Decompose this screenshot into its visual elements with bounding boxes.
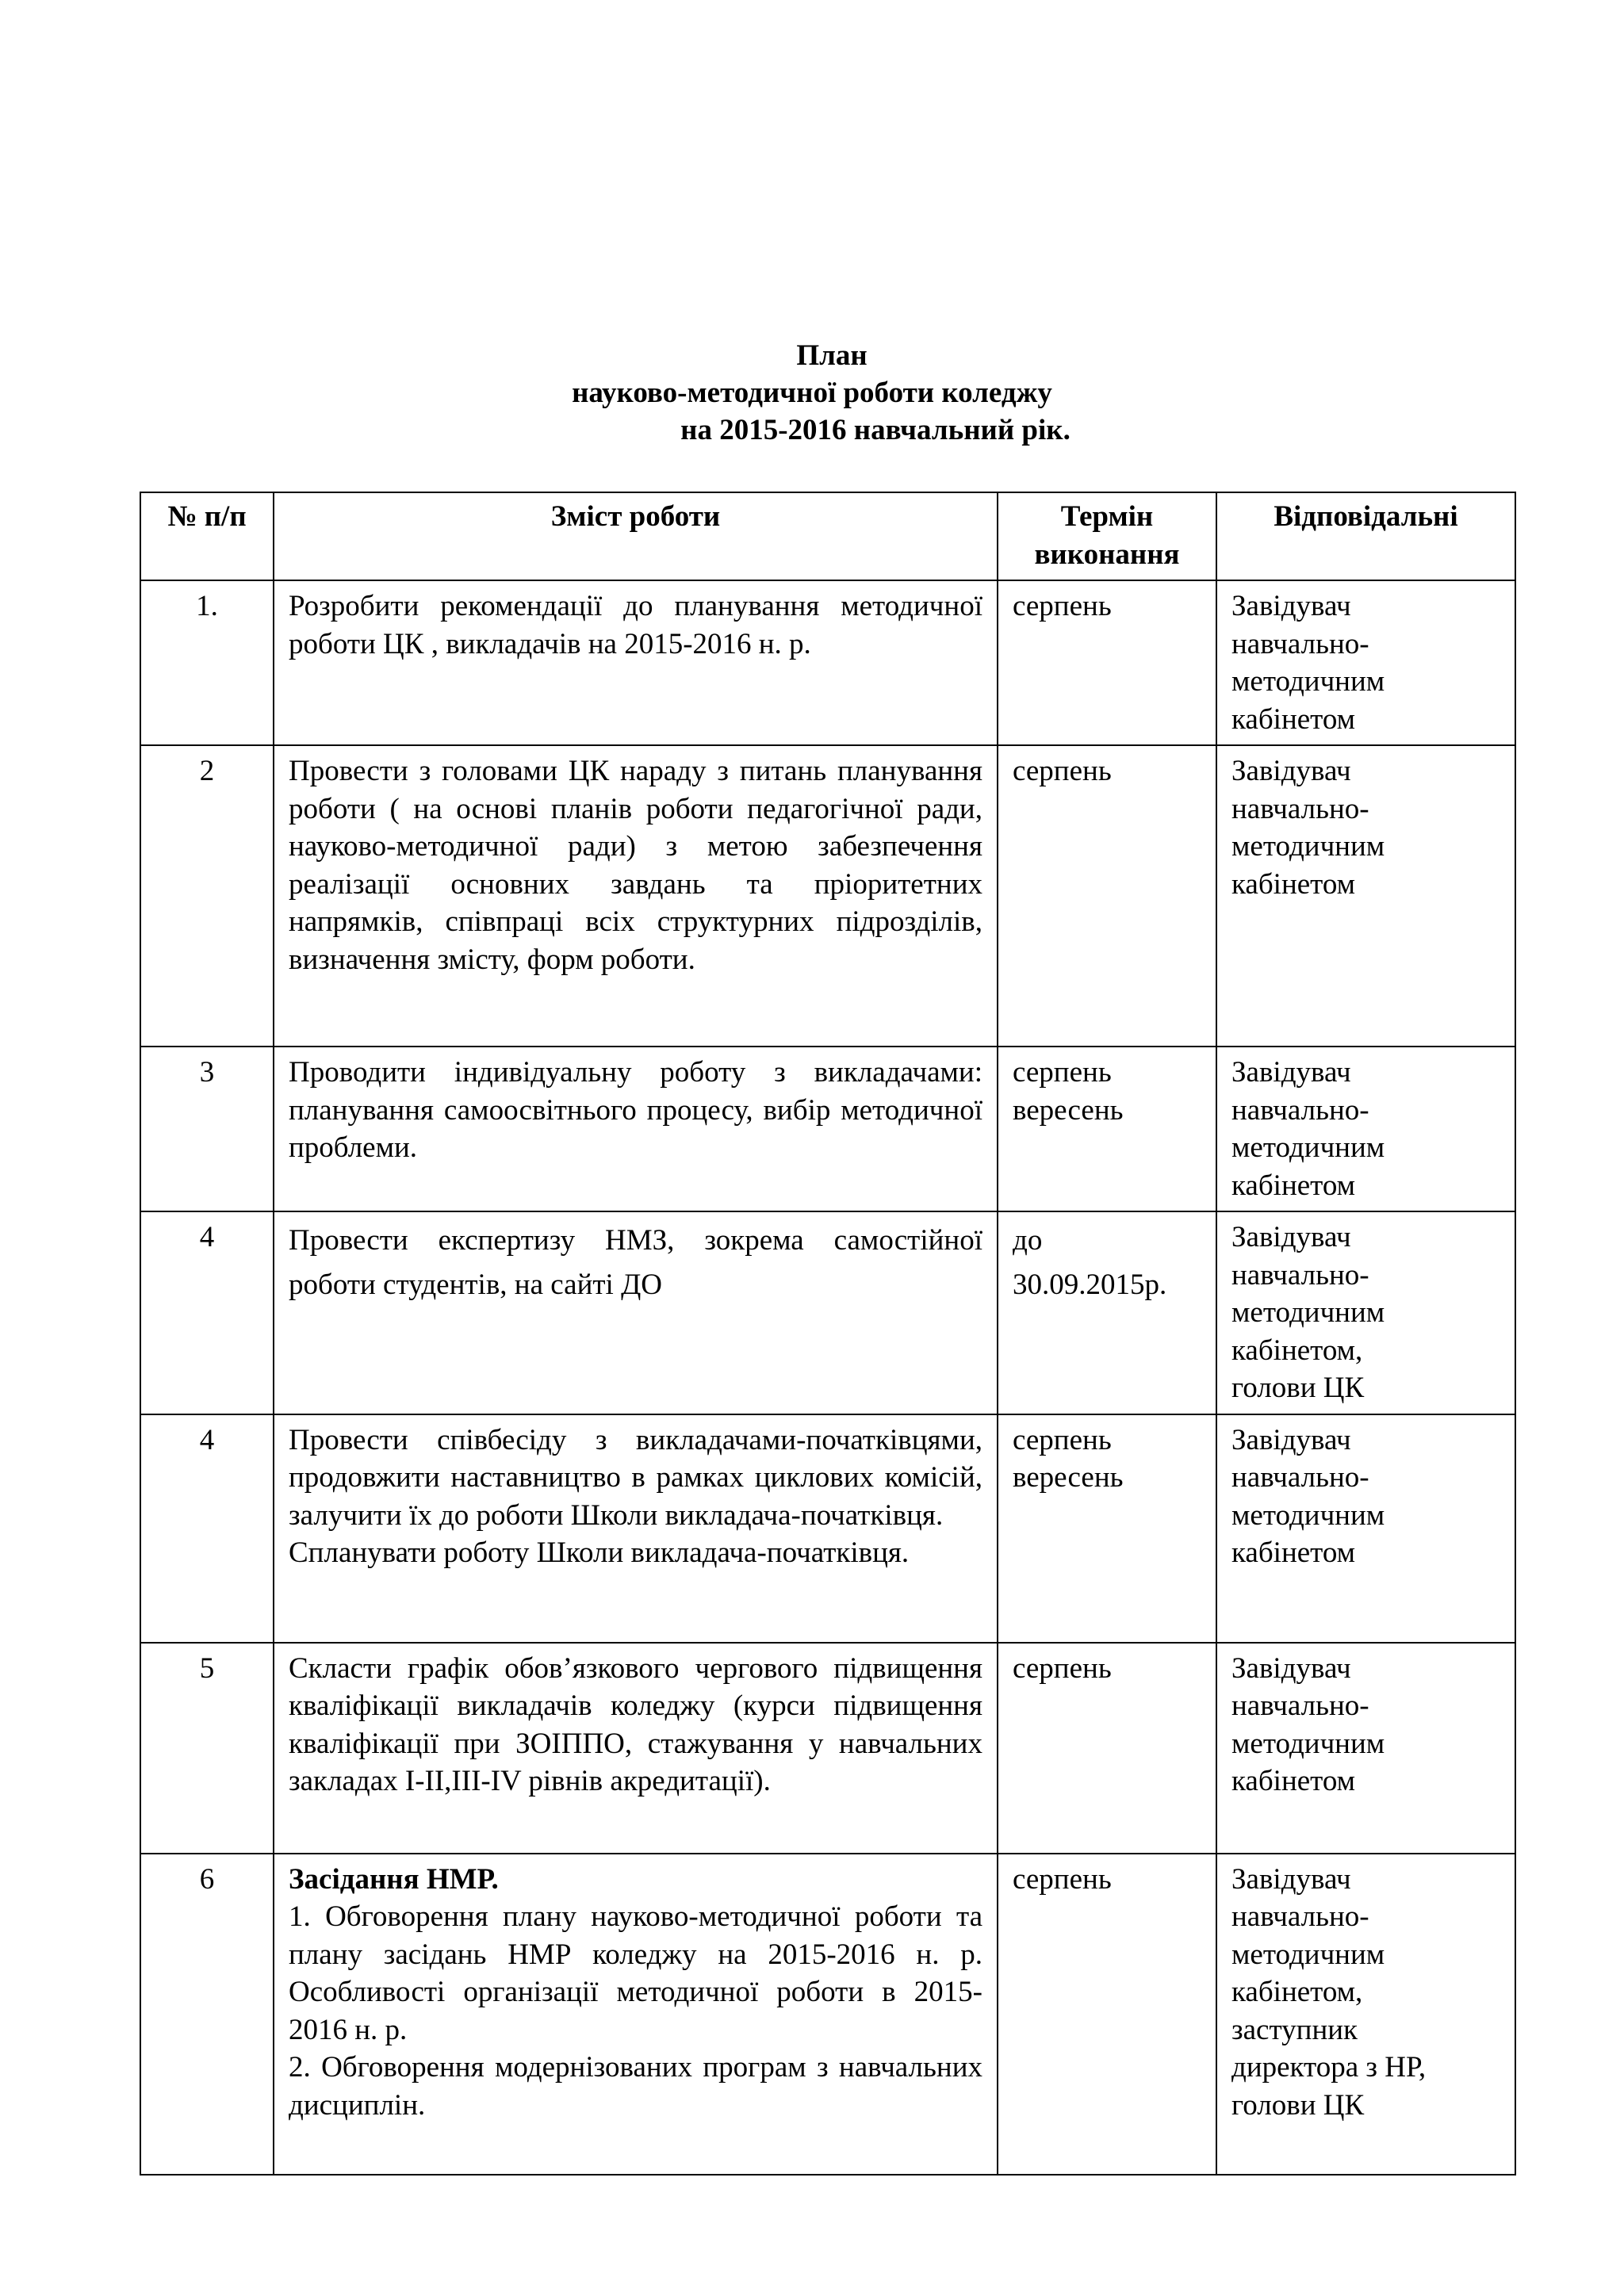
row-num: 1.	[140, 580, 274, 745]
header-content: Зміст роботи	[274, 492, 998, 580]
table-row	[140, 1211, 1515, 1414]
table-row	[140, 1643, 1515, 1854]
row-num: 5	[140, 1643, 274, 1854]
header-term: Термін виконання	[998, 492, 1216, 580]
row-term: серпень	[998, 1854, 1216, 2175]
table-header-row	[140, 492, 1515, 580]
row-num: 4	[140, 1414, 274, 1643]
row-content: Провести з головами ЦК нараду з питань планування роботи ( на основі планів роботи педагогічної ради, науково-методичної ради) з метою забезпечення реалізації основних завдань та пріоритетних напрямків, співпраці всіх структурних підрозділів, визначення змісту, форм роботи.	[274, 745, 998, 1047]
row-num: 2	[140, 745, 274, 1047]
row-content: Проводити індивідуальну роботу з викладачами: планування самоосвітнього процесу, вибір методичної проблеми.	[274, 1047, 998, 1211]
row-term: серпень	[998, 580, 1216, 745]
row-num: 6	[140, 1854, 274, 2175]
row-content: Провести співбесіду з викладачами-початківцями, продовжити наставництво в рамках циклових комісій, залучити їх до роботи Школи викладача-початківця. Спланувати роботу Школи викладача-початківця.	[274, 1414, 998, 1643]
plan-table	[140, 492, 1516, 2175]
row-content: Засідання НМР. 1. Обговорення плану науково-методичної роботи та плану засідань НМР коледжу на 2015-2016 н. р. Особливості організації методичної роботи в 2015-2016 н. р. 2. Обговорення модернізованих програм з навчальних дисциплін.	[274, 1854, 998, 2175]
row-num: 3	[140, 1047, 274, 1211]
row-term: до 30.09.2015р.	[998, 1211, 1216, 1414]
table-row	[140, 745, 1515, 1047]
row-responsible: Завідувач навчально- методичним кабінетом	[1216, 1643, 1515, 1854]
row-num: 4	[140, 1211, 274, 1414]
row-content: Скласти графік обов’язкового чергового підвищення кваліфікації викладачів коледжу (курси підвищення кваліфікації при ЗОІППО, стажування у навчальних закладах І-ІІ,ІІІ-IV рівнів акредитації).	[274, 1643, 998, 1854]
row-responsible: Завідувач навчально- методичним кабінетом	[1216, 745, 1515, 1047]
row-term: серпень	[998, 1643, 1216, 1854]
row-term: серпень вересень	[998, 1414, 1216, 1643]
table-row	[140, 1854, 1515, 2175]
row-responsible: Завідувач навчально- методичним кабінетом, голови ЦК	[1216, 1211, 1515, 1414]
table-row	[140, 1047, 1515, 1211]
title-line-2: науково-методичної роботи коледжу	[572, 377, 1052, 409]
row-content: Провести експертизу НМЗ, зокрема самостійної роботи студентів, на сайті ДО	[274, 1211, 998, 1414]
table-row	[140, 1414, 1515, 1643]
row-term: серпень	[998, 745, 1216, 1047]
table-row	[140, 580, 1515, 745]
row-responsible: Завідувач навчально- методичним кабінетом, заступник директора з НР, голови ЦК	[1216, 1854, 1515, 2175]
title-line-1: План	[796, 339, 868, 372]
header-num: № п/п	[140, 492, 274, 580]
row-responsible: Завідувач навчально- методичним кабінетом	[1216, 1414, 1515, 1643]
row-responsible: Завідувач навчально- методичним кабінетом	[1216, 1047, 1515, 1211]
row-responsible: Завідувач навчально- методичним кабінетом	[1216, 580, 1515, 745]
document-title	[0, 337, 1624, 449]
row-content: Розробити рекомендації до планування методичної роботи ЦК , викладачів на 2015-2016 н. р.	[274, 580, 998, 745]
header-responsible: Відповідальні	[1216, 492, 1515, 580]
title-line-3: на 2015-2016 навчальний рік.	[680, 414, 1071, 446]
row-term: серпень вересень	[998, 1047, 1216, 1211]
